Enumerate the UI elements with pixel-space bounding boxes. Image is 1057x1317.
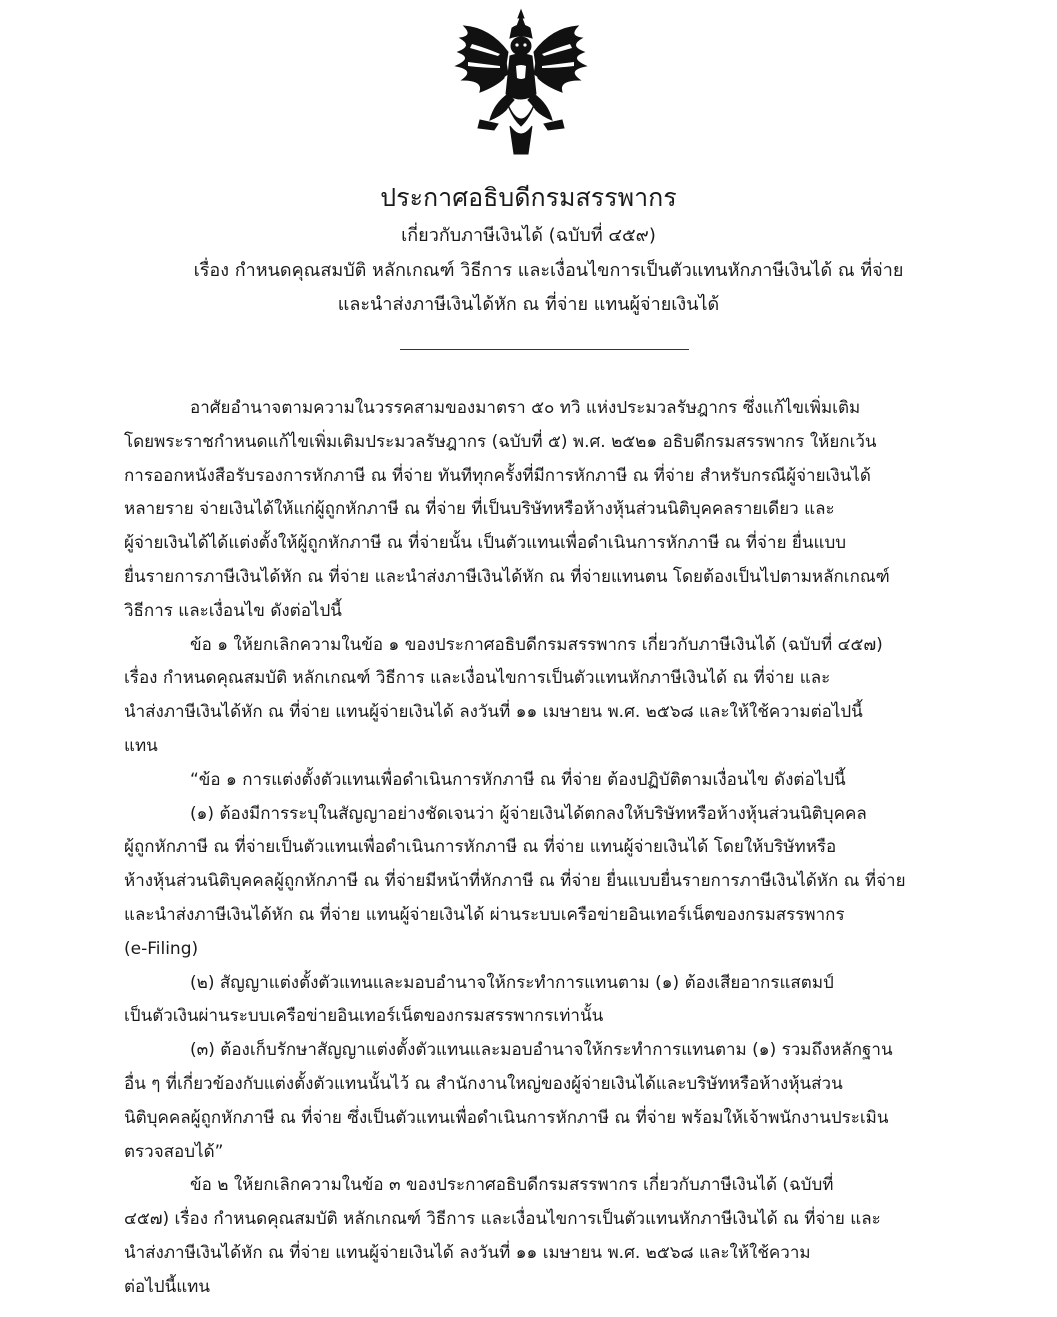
document-subject-line-2: และนำส่งภาษีเงินได้หัก ณ ที่จ่าย แทนผู้จ่ายเงินได้	[337, 294, 720, 315]
document-subject-line-1: เรื่อง กำหนดคุณสมบัติ หลักเกณฑ์ วิธีการ และเงื่อนไขการเป็นตัวแทนหักภาษีเงินได้ ณ ที่จ่าย	[193, 260, 904, 281]
paragraph-line: นิติบุคคลผู้ถูกหักภาษี ณ ที่จ่าย ซึ่งเป็นตัวแทนเพื่อดำเนินการหักภาษี ณ ที่จ่าย พร้อมให้เจ้าพนักงานประเมิน	[124, 1107, 889, 1128]
paragraph-line: “ข้อ ๑ การแต่งตั้งตัวแทนเพื่อดำเนินการหักภาษี ณ ที่จ่าย ต้องปฏิบัติตามเงื่อนไข ดังต่อไปนี้	[190, 769, 846, 790]
paragraph-line: โดยพระราชกำหนดแก้ไขเพิ่มเติมประมวลรัษฎากร (ฉบับที่ ๕) พ.ศ. ๒๕๒๑ อธิบดีกรมสรรพากร ให้ยกเว้น	[124, 431, 877, 452]
header-divider	[400, 349, 689, 350]
paragraph-line: ยื่นรายการภาษีเงินได้หัก ณ ที่จ่าย และนำส่งภาษีเงินได้หัก ณ ที่จ่ายแทนตน โดยต้องเป็นไปตามหลักเกณฑ์	[124, 566, 890, 587]
paragraph-line: วิธีการ และเงื่อนไข ดังต่อไปนี้	[124, 600, 342, 621]
garuda-emblem-icon	[450, 8, 592, 158]
paragraph-line: แทน	[124, 735, 158, 756]
paragraph-line: ผู้จ่ายเงินได้ได้แต่งตั้งให้ผู้ถูกหักภาษี ณ ที่จ่ายนั้น เป็นตัวแทนเพื่อดำเนินการหักภาษี ณ ที่จ่าย ยื่นแบบ	[124, 533, 847, 554]
paragraph-line: อื่น ๆ ที่เกี่ยวข้องกับแต่งตั้งตัวแทนนั้นไว้ ณ สำนักงานใหญ่ของผู้จ่ายเงินได้และบริษัทหรือห้างหุ้นส่วน	[124, 1073, 843, 1094]
paragraph-line: (๓) ต้องเก็บรักษาสัญญาแต่งตั้งตัวแทนและมอบอำนาจให้กระทำการแทนตาม (๑) รวมถึงหลักฐาน	[190, 1040, 893, 1061]
paragraph	[124, 392, 926, 629]
paragraph-line: นำส่งภาษีเงินได้หัก ณ ที่จ่าย แทนผู้จ่ายเงินได้ ลงวันที่ ๑๑ เมษายน พ.ศ. ๒๕๖๘ และให้ใช้ความ	[124, 1242, 811, 1263]
paragraph-line: ๔๕๗) เรื่อง กำหนดคุณสมบัติ หลักเกณฑ์ วิธีการ และเงื่อนไขการเป็นตัวแทนหักภาษีเงินได้ ณ ที่จ่าย และ	[124, 1209, 881, 1230]
paragraph-line: ห้างหุ้นส่วนนิติบุคคลผู้ถูกหักภาษี ณ ที่จ่ายมีหน้าที่หักภาษี ณ ที่จ่าย ยื่นแบบยื่นรายการภาษีเงินได้หัก ณ ที่จ่าย	[124, 871, 906, 892]
paragraph-line: ผู้ถูกหักภาษี ณ ที่จ่ายเป็นตัวแทนเพื่อดำเนินการหักภาษี ณ ที่จ่าย แทนผู้จ่ายเงินได้ โดยให้บริษัทหรือ	[124, 837, 837, 858]
paragraph-line: ต่อไปนี้แทน	[124, 1276, 210, 1297]
paragraph-line: (e-Filing)	[124, 938, 199, 959]
paragraph-line: หลายราย จ่ายเงินได้ให้แก่ผู้ถูกหักภาษี ณ ที่จ่าย ที่เป็นบริษัทหรือห้างหุ้นส่วนนิติบุคคลรายเดียว และ	[124, 499, 835, 520]
paragraph-line: ข้อ ๑ ให้ยกเลิกความในข้อ ๑ ของประกาศอธิบดีกรมสรรพากร เกี่ยวกับภาษีเงินได้ (ฉบับที่ ๔๕๗)	[190, 634, 883, 655]
document-subtitle: เกี่ยวกับภาษีเงินได้ (ฉบับที่ ๔๕๙)	[401, 225, 656, 246]
paragraph	[124, 798, 926, 967]
paragraph-line: เป็นตัวเงินผ่านระบบเครือข่ายอินเทอร์เน็ตของกรมสรรพากรเท่านั้น	[124, 1006, 604, 1027]
paragraph	[124, 967, 926, 1035]
document-title: ประกาศอธิบดีกรมสรรพากร	[380, 183, 677, 212]
paragraph	[124, 1169, 926, 1304]
paragraph-line: (๑) ต้องมีการระบุในสัญญาอย่างชัดเจนว่า ผู้จ่ายเงินได้ตกลงให้บริษัทหรือห้างหุ้นส่วนนิติบุคคล	[190, 803, 867, 824]
paragraph	[124, 764, 926, 798]
paragraph-line: เรื่อง กำหนดคุณสมบัติ หลักเกณฑ์ วิธีการ และเงื่อนไขการเป็นตัวแทนหักภาษีเงินได้ ณ ที่จ่าย และ	[124, 668, 831, 689]
paragraph-line: อาศัยอำนาจตามความในวรรคสามของมาตรา ๕๐ ทวิ แห่งประมวลรัษฎากร ซึ่งแก้ไขเพิ่มเติม	[190, 398, 861, 418]
paragraph-line: และนำส่งภาษีเงินได้หัก ณ ที่จ่าย แทนผู้จ่ายเงินได้ ผ่านระบบเครือข่ายอินเทอร์เน็ตของกรมสรรพากร	[124, 904, 845, 925]
paragraph	[124, 629, 926, 764]
paragraph-line: ข้อ ๒ ให้ยกเลิกความในข้อ ๓ ของประกาศอธิบดีกรมสรรพากร เกี่ยวกับภาษีเงินได้ (ฉบับที่	[190, 1175, 834, 1196]
paragraph-line: นำส่งภาษีเงินได้หัก ณ ที่จ่าย แทนผู้จ่ายเงินได้ ลงวันที่ ๑๑ เมษายน พ.ศ. ๒๕๖๘ และให้ใช้ความต่อไปนี้	[124, 702, 863, 723]
document-body	[124, 392, 926, 1305]
document-header	[0, 178, 1057, 322]
paragraph-line: การออกหนังสือรับรองการหักภาษี ณ ที่จ่าย ทันทีทุกครั้งที่มีการหักภาษี ณ ที่จ่าย สำหรับกรณีผู้จ่ายเงินได้	[124, 465, 871, 486]
paragraph-line: ตรวจสอบได้”	[124, 1141, 224, 1162]
paragraph	[124, 1034, 926, 1169]
paragraph-line: (๒) สัญญาแต่งตั้งตัวแทนและมอบอำนาจให้กระทำการแทนตาม (๑) ต้องเสียอากรแสตมป์	[190, 972, 834, 993]
